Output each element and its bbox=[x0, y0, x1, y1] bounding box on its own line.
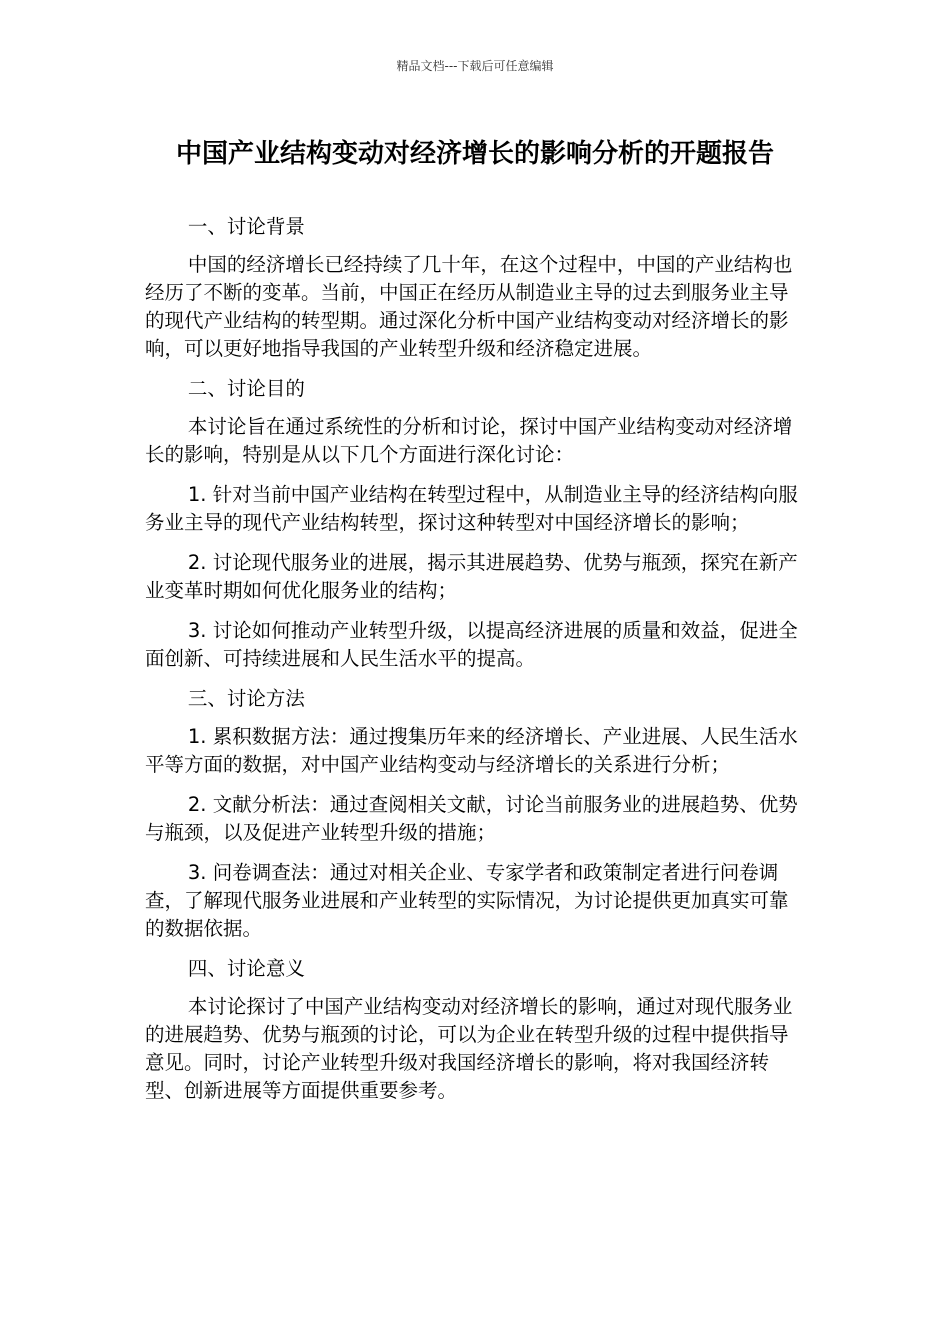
paragraph-significance: 本讨论探讨了中国产业结构变动对经济增长的影响，通过对现代服务业的进展趋势、优势与瓶颈的讨论，可以为企业在转型升级的过程中提供指导意见。同时，讨论产业转型升级对我国经济增长的影响，将对我国经济转型、创新进展等方面提供重要参考。 bbox=[145, 995, 793, 1102]
document-title: 中国产业结构变动对经济增长的影响分析的开题报告 bbox=[175, 139, 774, 169]
document-body bbox=[145, 213, 805, 1117]
section-heading-purpose: 二、讨论目的 bbox=[187, 377, 305, 400]
section-heading-methods: 三、讨论方法 bbox=[187, 687, 305, 710]
section-heading-significance: 四、讨论意义 bbox=[187, 957, 305, 980]
page-header: 精品文档---下载后可任意编辑 bbox=[396, 59, 554, 73]
methods-list-item-3: 3. 问卷调查法：通过对相关企业、专家学者和政策制定者进行问卷调查，了解现代服务业进展和产业转型的实际情况，为讨论提供更加真实可靠的数据依据。 bbox=[145, 861, 789, 940]
methods-list-item-1: 1. 累积数据方法：通过搜集历年来的经济增长、产业进展、人民生活水平等方面的数据，对中国产业结构变动与经济增长的关系进行分析； bbox=[145, 725, 798, 776]
purpose-list-item-2: 2. 讨论现代服务业的进展，揭示其进展趋势、优势与瓶颈，探究在新产业变革时期如何优化服务业的结构； bbox=[145, 551, 798, 602]
purpose-list-item-1: 1. 针对当前中国产业结构在转型过程中，从制造业主导的经济结构向服务业主导的现代产业结构转型，探讨这种转型对中国经济增长的影响； bbox=[145, 483, 798, 534]
purpose-list-item-3: 3. 讨论如何推动产业转型升级，以提高经济进展的质量和效益，促进全面创新、可持续进展和人民生活水平的提高。 bbox=[145, 619, 798, 670]
paragraph-background: 中国的经济增长已经持续了几十年，在这个过程中，中国的产业结构也经历了不断的变革。当前，中国正在经历从制造业主导的过去到服务业主导的现代产业结构的转型期。通过深化分析中国产业结构变动对经济增长的影响，可以更好地指导我国的产业转型升级和经济稳定进展。 bbox=[145, 253, 793, 360]
paragraph-purpose: 本讨论旨在通过系统性的分析和讨论，探讨中国产业结构变动对经济增长的影响，特别是从以下几个方面进行深化讨论： bbox=[145, 415, 793, 466]
methods-list-item-2: 2. 文献分析法：通过查阅相关文献，讨论当前服务业的进展趋势、优势与瓶颈，以及促进产业转型升级的措施； bbox=[145, 793, 798, 844]
section-heading-background: 一、讨论背景 bbox=[187, 215, 305, 238]
